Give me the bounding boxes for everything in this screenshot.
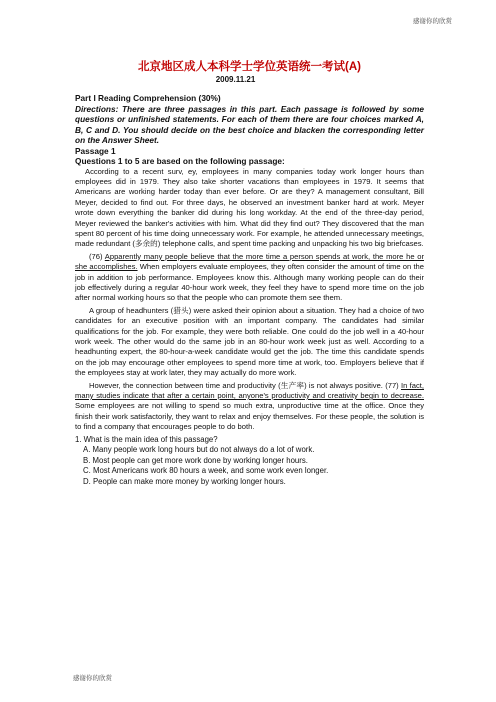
translation-marker-76: (76) <box>89 251 103 261</box>
passage-heading: Passage 1 <box>75 145 116 156</box>
question-1-stem: 1. What is the main idea of this passage? <box>75 434 218 444</box>
exam-date: 2009.11.21 <box>215 75 256 84</box>
question-1-option-c: C. Most Americans work 80 hours a week, and some work even longer. <box>83 466 329 476</box>
paragraph-4-rest: Some employees are not willing to spend so much extra, unproductive time at the office. Once they finish their work satisfactorily, they want to relax and enjoy themselves. For these people, the solution is to find a company that encourages people to do both. <box>75 401 424 432</box>
questions-heading: Questions 1 to 5 are based on the following passage: <box>75 156 285 166</box>
directions: Directions: There are three passages in this part. Each passage is followed by some questions or unfinished statements. For each of them there are four choices marked A, B, C and D. You should decide on the best choice and blacken the corresponding letter on the Answer Sheet. <box>75 103 424 145</box>
exam-title: 北京地区成人本科学士学位英语统一考试(A) <box>138 61 361 73</box>
paragraph-4-start: However, the connection between time and productivity (生产率) is not always positive. <box>89 380 383 390</box>
part-heading: Part I Reading Comprehension (30%) <box>75 93 221 103</box>
question-1-option-a: A. Many people work long hours but do not always do a lot of work. <box>83 445 315 455</box>
paragraph-3: A group of headhunters (猎头) were asked their opinion about a situation. They had a choice of two candidates for an executive position with an important company. The candidates had similar qualifications for the job. For example, they were both reliable. One could do the job well in a 40-hour work week. The other would do the same job in an 80-hour work week just as well. According to a headhunting expert, the 80-hour-a-week candidate would get the job. The time this candidate spends on the job may encourage other employees to spend more time at work, too. Employers believe that if the employees stay at work later, they may actually do more work. <box>75 305 424 378</box>
question-1-option-d: D. People can make more money by working longer hours. <box>83 477 286 487</box>
question-1-option-b: B. Most people can get more work done by working longer hours. <box>83 455 308 465</box>
exam-page <box>75 60 424 488</box>
underlined-sentence-77: In fact, many studies indicate that after a certain point, anyone's productivity and creativity begin to decrease. <box>75 380 424 401</box>
page-header-note: 感谢你的欣赏 <box>413 17 452 25</box>
translation-marker-77: (77) <box>385 380 399 390</box>
page-footer-note: 感谢你的欣赏 <box>73 674 112 682</box>
paragraph-2 <box>75 252 424 304</box>
paragraph-4 <box>75 381 424 433</box>
paragraph-1: According to a recent surv, ey, employees in many companies today work longer hours than employees did in 1979. They also take shorter vacations than employees in 1979. It seems that Americans are working harder today than ever before. Or are they? A management consultant, Bill Meyer, decided to find out. For three days, he observed an investment banker hard at work. Meyer wrote down everything the banker did during his long workday. At the end of the three-day period, Meyer reviewed the banker's activities with him. What did they find out? They discovered that the man spent 80 percent of his time doing unnecessary work. For example, he attended unnecessary meetings, made redundant (多余的) telephone calls, and spent time packing and unpacking his two big briefcases. <box>75 166 424 249</box>
underlined-sentence-76: Apparently many people believe that the more time a person spends at work, the more he or she accomplishes. <box>75 251 424 272</box>
paragraph-2-rest: When employers evaluate employees, they often consider the amount of time on the job in addition to job performance. Employees know this. Although many working people can do their job effectively during a regular 40-hour work week, they feel they have to spend more time on the job after normal working hours so that the people who can promote them see them. <box>75 262 424 303</box>
